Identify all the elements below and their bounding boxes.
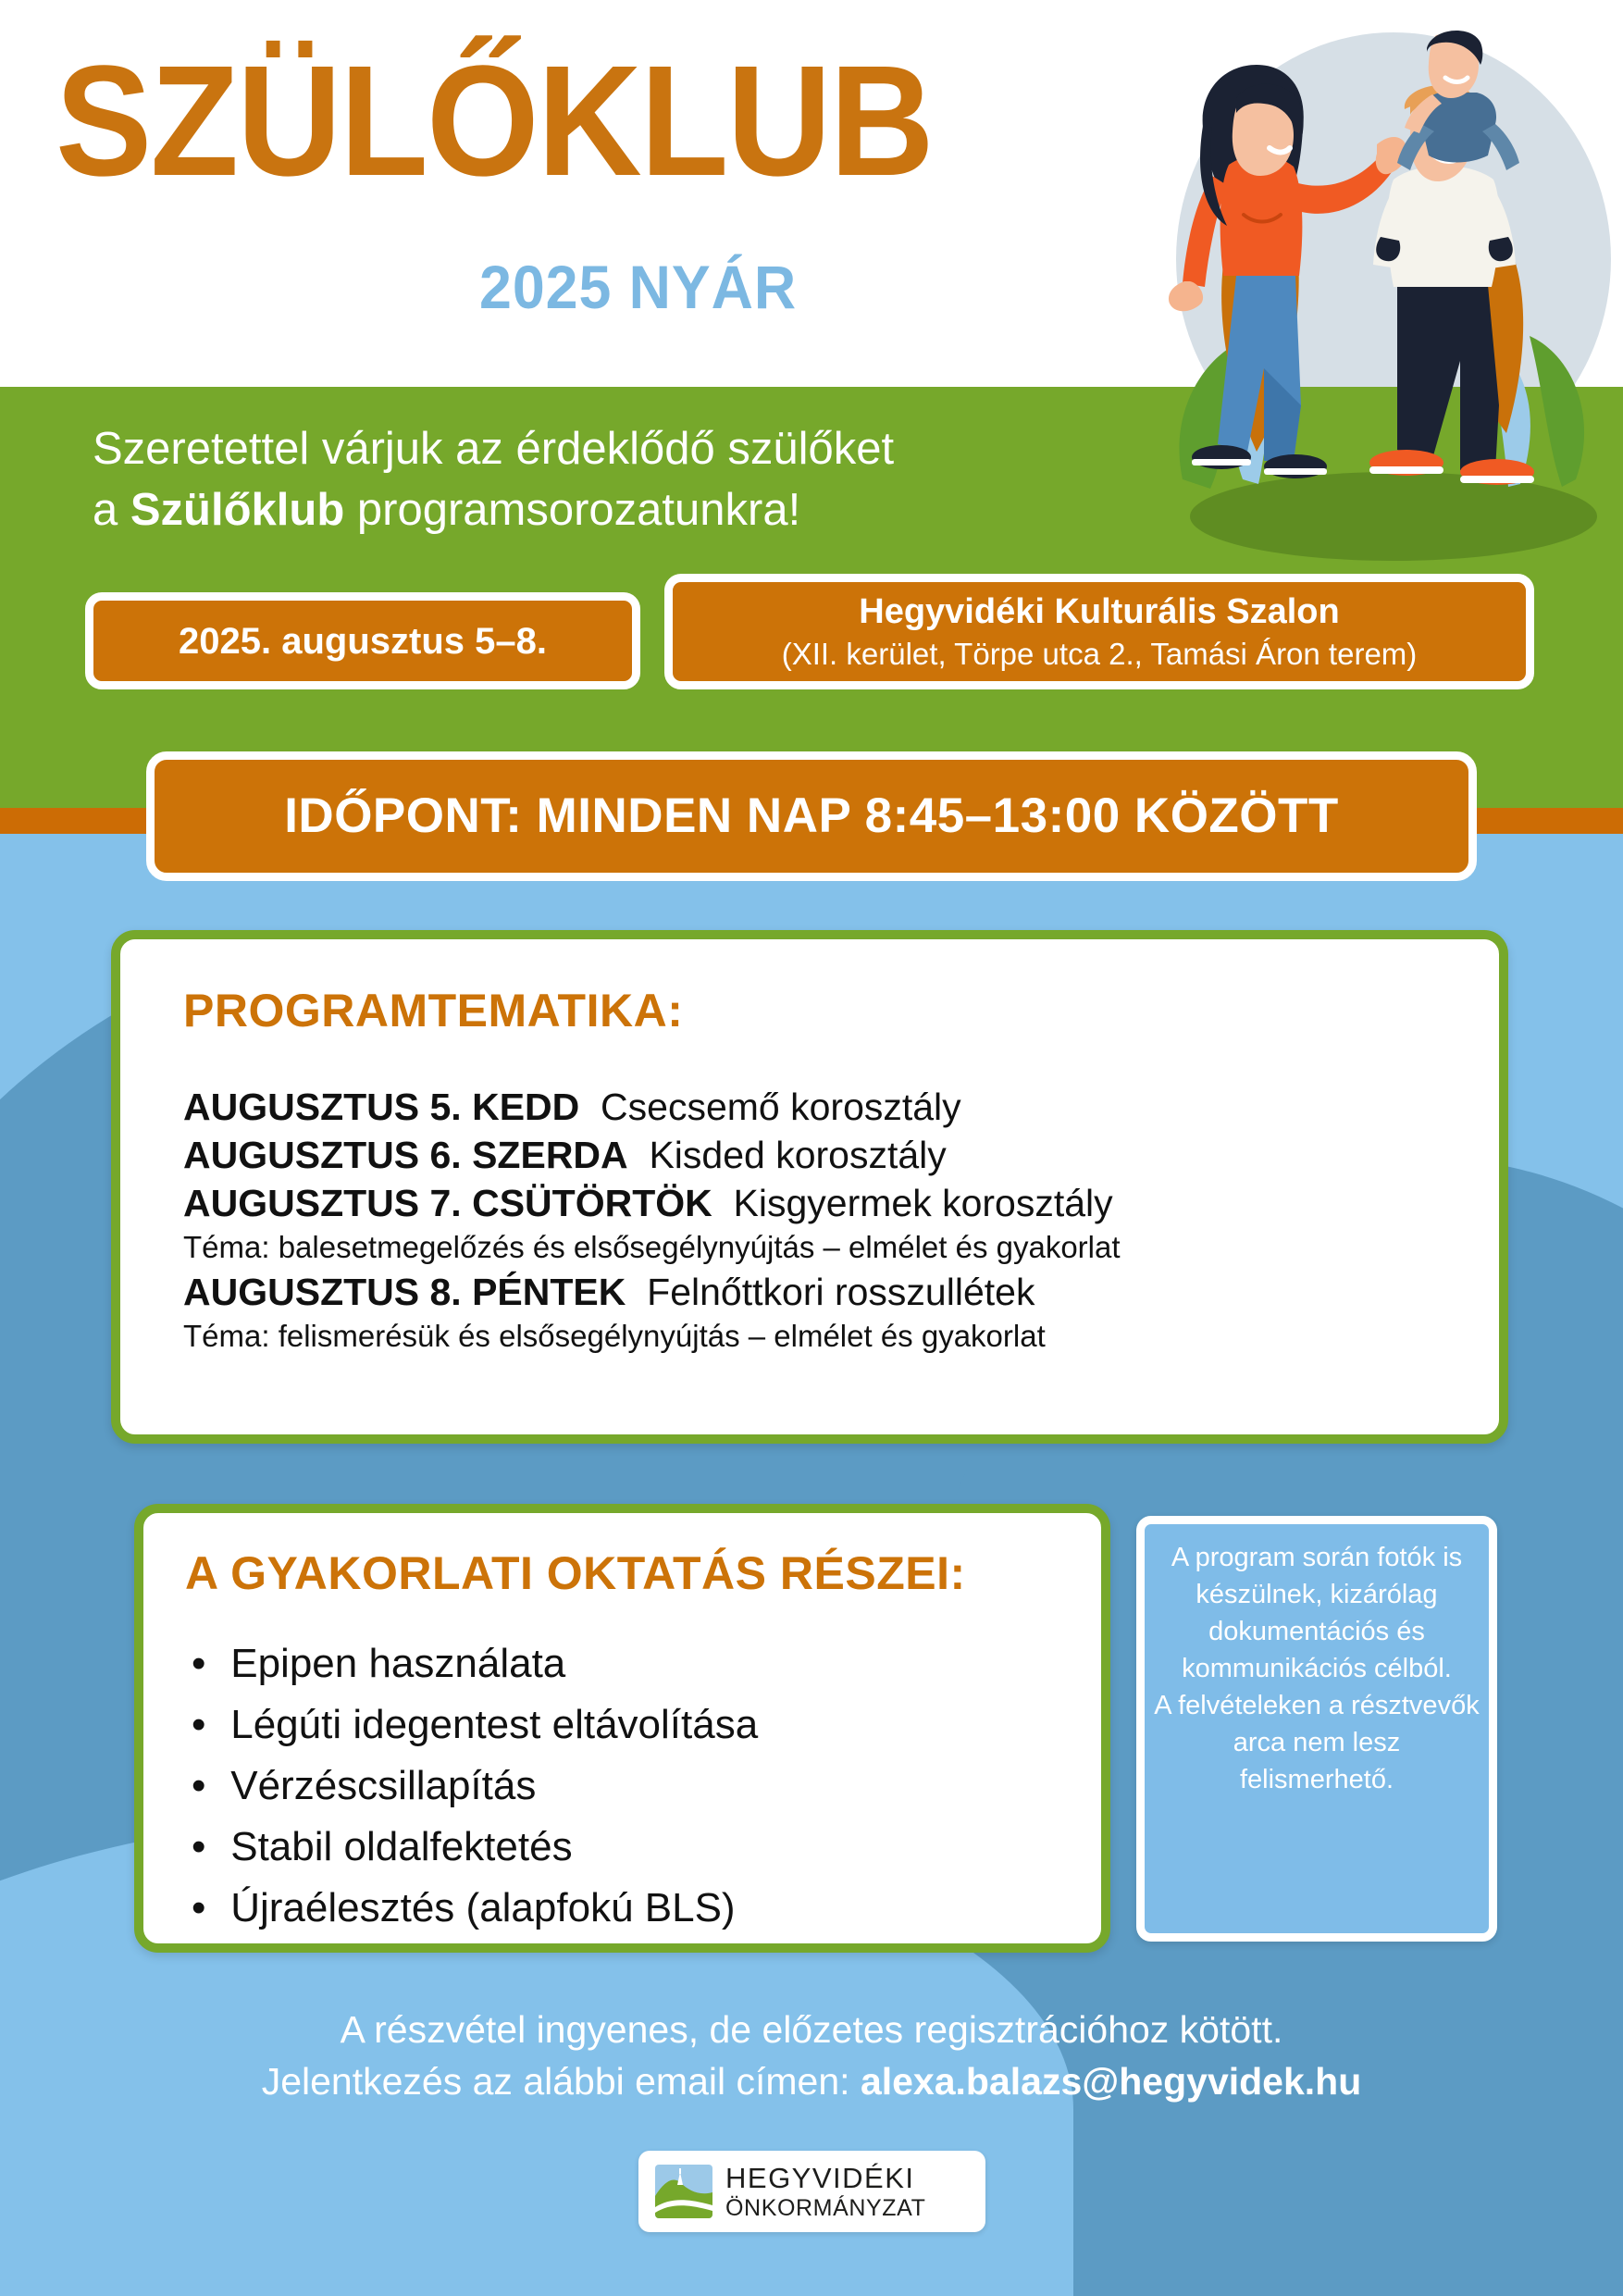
program-row-age: Felnőttkori rosszullétek [626,1271,1035,1313]
page-subtitle: 2025 NYÁR [479,253,798,321]
time-badge [146,751,1477,881]
bullet-icon: • [192,1885,206,1930]
bullet-icon: • [192,1824,206,1869]
date-badge-label: 2025. augusztus 5–8. [179,620,547,662]
program-card [111,930,1508,1444]
family-walking-illustration [1155,17,1617,590]
program-heading: PROGRAMTEMATIKA: [183,985,684,1036]
footer-line2-pre: Jelentkezés az alábbi email címen: [261,2060,861,2103]
footer-line-1: A részvétel ingyenes, de előzetes regisztrációhoz kötött. [340,2008,1283,2051]
intro-line2-bold: Szülőklub [130,485,345,535]
program-row-age: Kisded korosztály [627,1134,947,1176]
program-row [183,1268,1451,1316]
contact-email[interactable]: alexa.balazs@hegyvidek.hu [860,2060,1362,2103]
practice-list-item [192,1817,1080,1878]
practice-card [134,1504,1110,1953]
photo-consent-note [1136,1516,1497,1942]
page-title: SZÜLŐKLUB [56,33,933,209]
logo-text [725,2161,926,2221]
program-row-day: AUGUSZTUS 6. SZERDA [183,1134,628,1176]
practice-bullet-list [192,1633,1080,1939]
practice-list-item [192,1694,1080,1756]
program-row-day: AUGUSZTUS 5. KEDD [183,1086,580,1128]
note-paragraph: A felvételeken a résztvevők arca nem lesz felismerhető. [1154,1691,1480,1794]
footer [0,2004,1623,2107]
practice-list-item-label: Légúti idegentest eltávolítása [219,1702,759,1747]
intro-line-2 [93,479,1166,540]
practice-list-item-label: Újraélesztés (alapfokú BLS) [219,1885,736,1930]
time-badge-label: IDŐPONT: MINDEN NAP 8:45–13:00 KÖZÖTT [284,788,1339,843]
bullet-icon: • [192,1763,206,1808]
program-row-day: AUGUSZTUS 7. CSÜTÖRTÖK [183,1182,712,1224]
date-badge [85,592,640,689]
hill-and-church-logo-mark [655,2165,712,2218]
program-row-day: AUGUSZTUS 8. PÉNTEK [183,1271,626,1313]
practice-list-item [192,1633,1080,1694]
intro-text [93,418,1166,540]
intro-line2-pre: a [93,485,130,535]
practice-list-item-label: Stabil oldalfektetés [219,1824,573,1869]
practice-list-item-label: Vérzéscsillapítás [219,1763,537,1808]
practice-heading: A GYAKORLATI OKTATÁS RÉSZEI: [185,1547,966,1599]
program-row [183,1083,1451,1131]
logo-line-2: ÖNKORMÁNYZAT [725,2194,926,2221]
program-schedule-list [183,1083,1451,1357]
intro-line-1: Szeretettel várjuk az érdeklődő szülőket [93,424,895,474]
program-row-topic: Téma: felismerésük és elsősegélynyújtás – elmélet és gyakorlat [183,1319,1046,1353]
footer-line-2 [0,2055,1623,2107]
hegyvideki-onkormanyzat-logo [638,2151,985,2232]
venue-badge [664,574,1534,689]
program-row-age: Csecsemő korosztály [579,1086,961,1128]
intro-line2-post: programsorozatunkra! [344,485,801,535]
program-row-age: Kisgyermek korosztály [712,1182,1113,1224]
practice-list-item-label: Epipen használata [219,1641,566,1686]
venue-name: Hegyvidéki Kulturális Szalon [859,591,1340,631]
program-row-topic: Téma: balesetmegelőzés és elsősegélynyújtás – elmélet és gyakorlat [183,1230,1121,1264]
program-row [183,1179,1451,1227]
program-row [183,1131,1451,1179]
bullet-icon: • [192,1641,206,1686]
practice-list-item [192,1756,1080,1817]
bullet-icon: • [192,1702,206,1747]
note-paragraph: A program során fotók is készülnek, kizárólag dokumentációs és kommunikációs célból. [1171,1543,1463,1683]
venue-address: (XII. kerület, Törpe utca 2., Tamási Áron terem) [781,636,1418,671]
practice-list-item [192,1878,1080,1939]
logo-line-1: HEGYVIDÉKI [725,2161,915,2194]
